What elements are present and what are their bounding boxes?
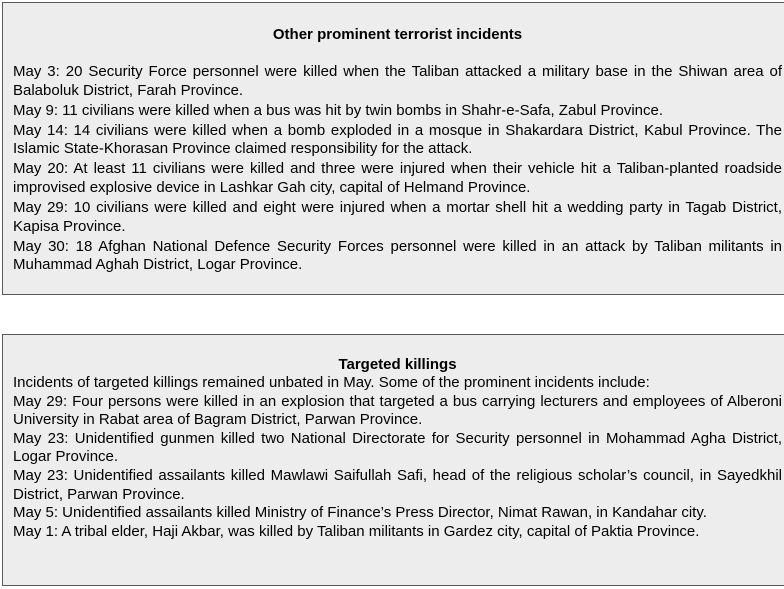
incident-item: May 30: 18 Afghan National Defence Security Forces personnel were killed in an attack by Taliban militants in Muhammad Aghah District, Logar Province.	[13, 237, 782, 274]
targeted-killings-intro: Incidents of targeted killings remained unbated in May. Some of the prominent incidents include:	[13, 374, 650, 391]
incident-item: May 14: 14 civilians were killed when a bomb exploded in a mosque in Shakardara District, Kabul Province. The Islamic State-Khorasan Province claimed responsibility for the attack.	[13, 121, 782, 158]
killing-item: May 23: Unidentified gunmen killed two National Directorate for Security personnel in Mohammad Agha District, Logar Province.	[13, 429, 782, 466]
killing-item: May 5: Unidentified assailants killed Ministry of Finance’s Press Director, Nimat Rawan, in Kandahar city.	[13, 504, 707, 522]
incident-item: May 20: At least 11 civilians were killed and three were injured when their vehicle hit a Taliban-planted roadside improvised explosive device in Lashkar Gah city, capital of Helmand Province.	[13, 160, 782, 197]
incident-item: May 9: 11 civilians were killed when a bus was hit by twin bombs in Shahr-e-Safa, Zabul Province.	[13, 101, 664, 119]
incident-item: May 29: 10 civilians were killed and eight were injured when a mortar shell hit a wedding party in Tagab District, Kapisa Province.	[13, 199, 782, 235]
killing-item: May 29: Four persons were killed in an explosion that targeted a bus carrying lecturers and employees of Alberoni University in Rabat area of Bagram District, Parwan Province.	[13, 392, 782, 429]
targeted-killings-box	[2, 334, 784, 586]
terrorist-incidents-box	[2, 2, 784, 295]
killing-item: May 23: Unidentified assailants killed Mawlawi Saifullah Safi, head of the religious scholar’s council, in Sayedkhil District, Parwan Province.	[13, 466, 782, 503]
incident-item: May 3: 20 Security Force personnel were killed when the Taliban attacked a military base in the Shiwan area of Balaboluk District, Farah Province.	[13, 63, 782, 99]
targeted-killings-title: Targeted killings	[338, 356, 457, 373]
terrorist-incidents-title: Other prominent terrorist incidents	[272, 26, 523, 43]
killing-item: May 1: A tribal elder, Haji Akbar, was killed by Taliban militants in Gardez city, capital of Paktia Province.	[13, 522, 700, 540]
